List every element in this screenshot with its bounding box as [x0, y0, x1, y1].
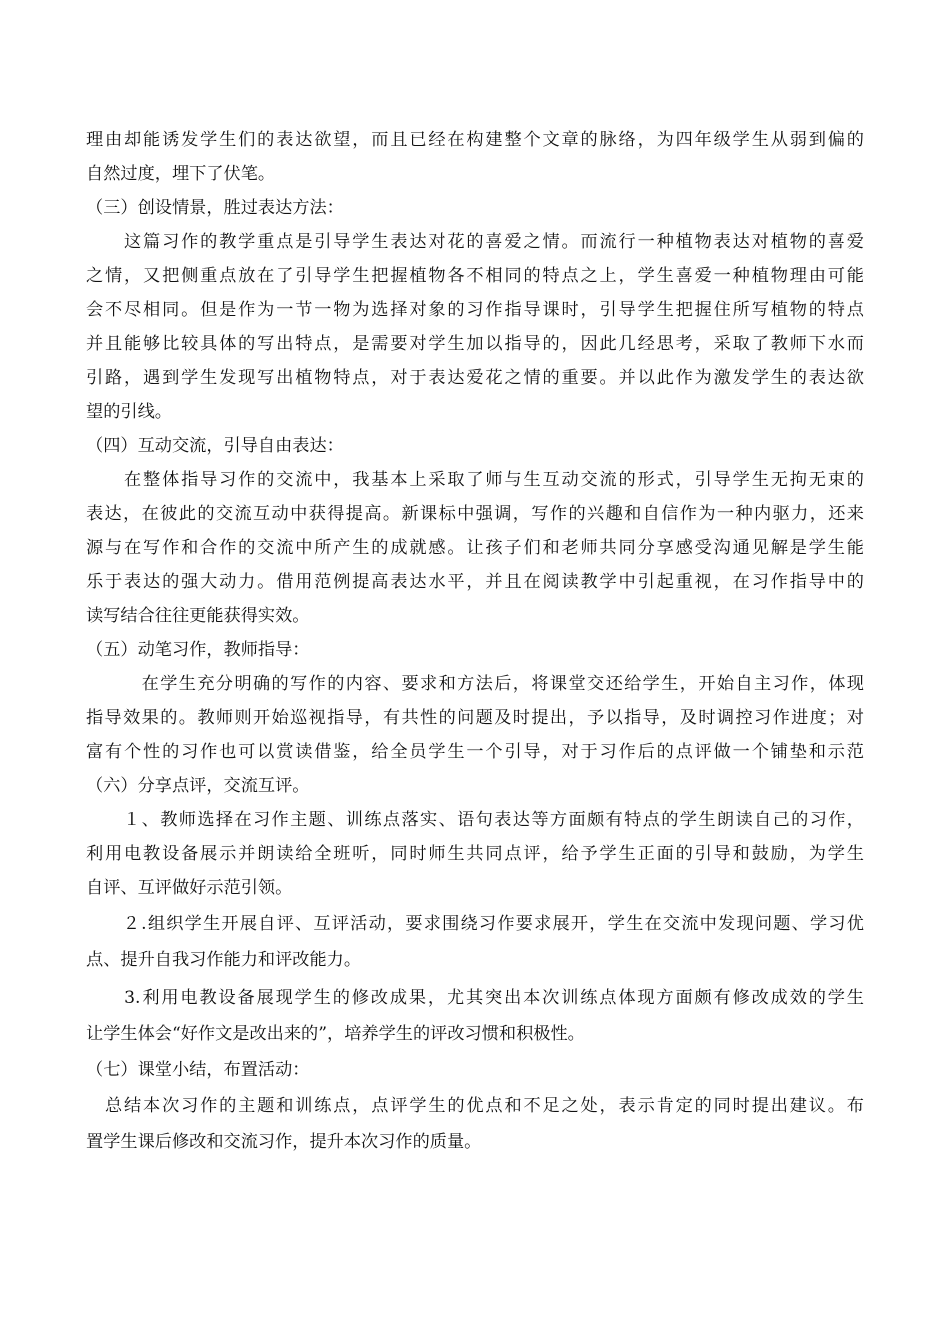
body-line: ２.组织学生开展自评、互评活动，要求围绕习作要求展开，学生在交流中发现问题、学习优 [86, 914, 864, 934]
body-line: 自然过度，埋下了伏笔。 [86, 164, 276, 184]
body-line: 在学生充分明确的写作的内容、要求和方法后，将课堂交还给学生，开始自主习作，体现 [86, 674, 864, 694]
body-line: 这篇习作的教学重点是引导学生表达对花的喜爱之情。而流行一种植物表达对植物的喜爱 [86, 232, 864, 252]
body-line: 3.利用电教设备展现学生的修改成果，尤其突出本次训练点体现方面颇有修改成效的学生 [86, 988, 864, 1008]
body-line: 置学生课后修改和交流习作，提升本次习作的质量。 [86, 1132, 482, 1152]
body-line: 并且能够比较具体的写出特点，是需要对学生加以指导的，因此几经思考，采取了教师下水而 [86, 334, 864, 354]
body-line: 之情，又把侧重点放在了引导学生把握植物各不相同的特点之上，学生喜爱一种植物理由可能 [86, 266, 864, 286]
section-heading-3: （三）创设情景，胜过表达方法： [86, 198, 344, 218]
section-heading-6: （六）分享点评，交流互评。 [86, 776, 310, 796]
body-line: 自评、互评做好示范引领。 [86, 878, 293, 898]
body-line: 引路，遇到学生发现写出植物特点，对于表达爱花之情的重要。并以此作为激发学生的表达欲 [86, 368, 864, 388]
body-line: 让学生体会“好作文是改出来的”，培养学生的评改习惯和积极性。 [86, 1024, 585, 1044]
body-line: 利用电教设备展示并朗读给全班听，同时师生共同点评，给予学生正面的引导和鼓励，为学生 [86, 844, 864, 864]
body-line: 总结本次习作的主题和训练点，点评学生的优点和不足之处，表示肯定的同时提出建议。布 [86, 1096, 864, 1116]
body-line: 点、提升自我习作能力和评改能力。 [86, 950, 362, 970]
section-heading-7: （七）课堂小结，布置活动： [86, 1060, 310, 1080]
body-line: 富有个性的习作也可以赏读借鉴，给全员学生一个引导，对于习作后的点评做一个铺垫和示范 [86, 742, 864, 762]
body-line: 指导效果的。教师则开始巡视指导，有共性的问题及时提出，予以指导，及时调控习作进度；对 [86, 708, 864, 728]
body-line: 源与在写作和合作的交流中所产生的成就感。让孩子们和老师共同分享感受沟通见解是学生能 [86, 538, 864, 558]
body-line: 理由却能诱发学生们的表达欲望，而且已经在构建整个文章的脉络，为四年级学生从弱到偏的 [86, 130, 864, 150]
body-line: 会不尽相同。但是作为一节一物为选择对象的习作指导课时，引导学生把握住所写植物的特点 [86, 300, 864, 320]
section-heading-5: （五）动笔习作，教师指导： [86, 640, 310, 660]
body-line: １、教师选择在习作主题、训练点落实、语句表达等方面颇有特点的学生朗读自己的习作， [86, 810, 864, 830]
body-line: 望的引线。 [86, 402, 172, 422]
body-line: 在整体指导习作的交流中，我基本上采取了师与生互动交流的形式，引导学生无拘无束的 [86, 470, 864, 490]
body-line: 表达，在彼此的交流互动中获得提高。新课标中强调，写作的兴趣和自信作为一种内驱力，还来 [86, 504, 864, 524]
section-heading-4: （四）互动交流，引导自由表达： [86, 436, 344, 456]
body-line: 读写结合往往更能获得实效。 [86, 606, 310, 626]
body-line: 乐于表达的强大动力。借用范例提高表达水平，并且在阅读教学中引起重视，在习作指导中的 [86, 572, 864, 592]
